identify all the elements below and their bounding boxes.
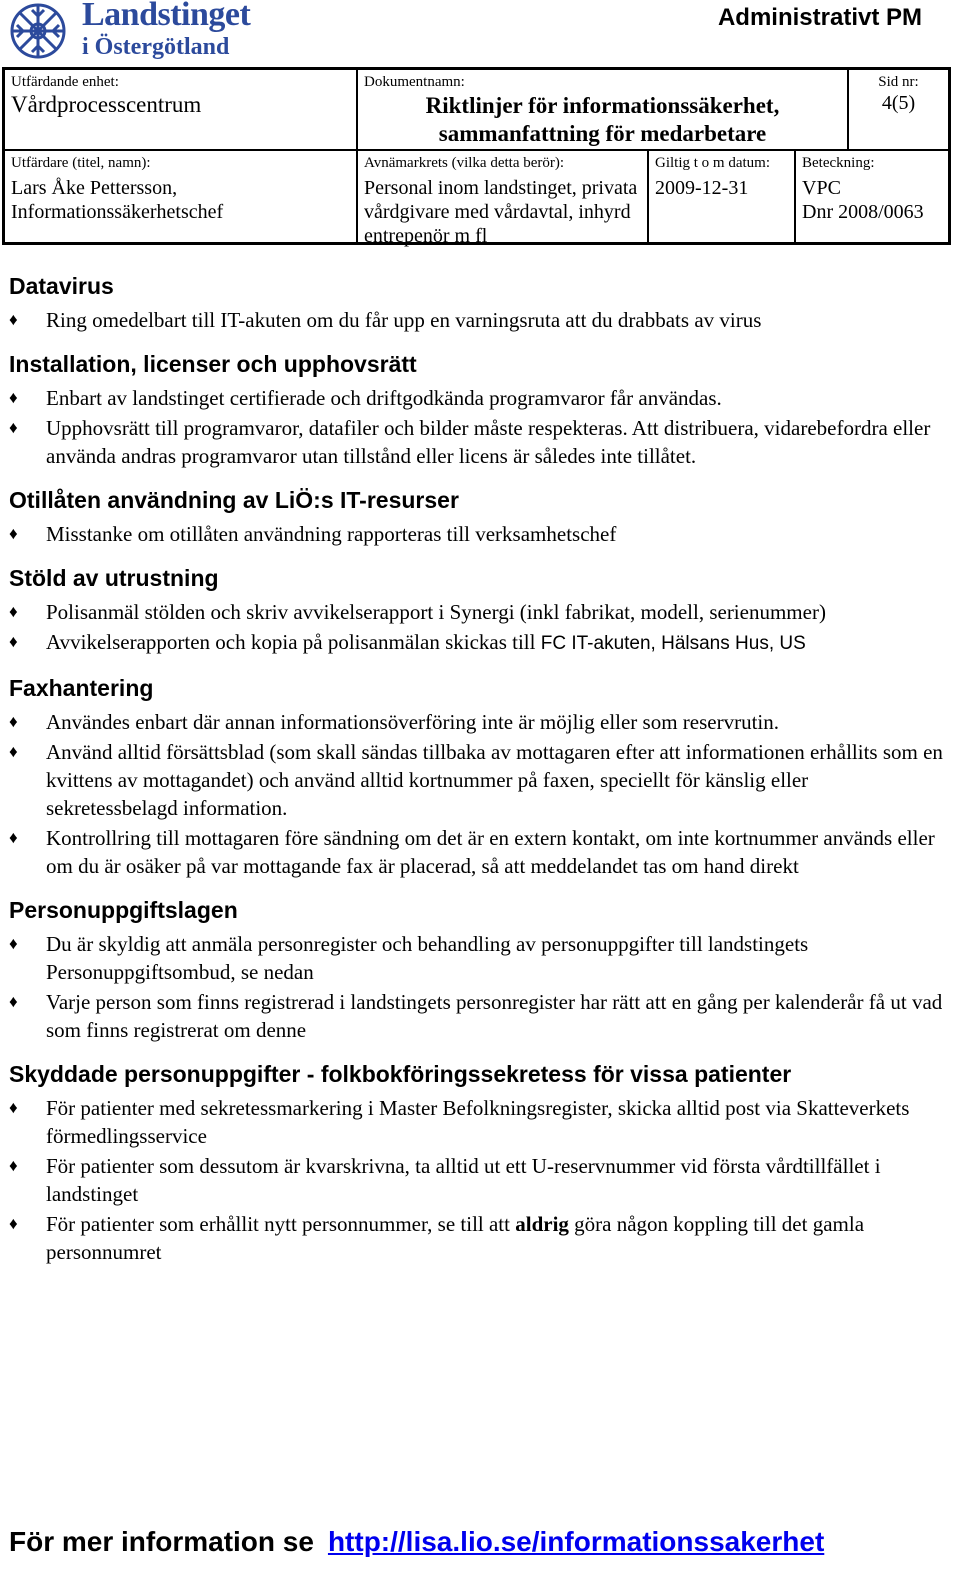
list-item: ♦ Ring omedelbart till IT-akuten om du får upp en varningsruta att du drabbats av virus: [9, 306, 944, 334]
list-item-text-after: göra någon koppling till det gamla personnumret: [46, 1212, 865, 1264]
list-item: ♦ Enbart av landstinget certifierade och driftgodkända programvaror får användas.: [9, 384, 944, 412]
bullet-list: [9, 1094, 944, 1266]
bullet-list: [9, 306, 944, 334]
list-item-text: Avvikelserapporten och kopia på polisanmälan skickas till: [46, 630, 541, 654]
designation-cell: [796, 151, 948, 228]
valid-until-label: Giltig t o m datum:: [655, 155, 770, 171]
footer: [9, 1526, 824, 1558]
list-item: ♦ Användes enbart där annan informationsöverföring inte är möjlig eller som reservrutin.: [9, 708, 944, 736]
audience-cell: [358, 151, 647, 252]
footer-text: För mer information se: [9, 1526, 314, 1557]
document-type: Administrativt PM: [717, 4, 922, 31]
list-item: [9, 1210, 944, 1266]
audience-line3: entrepenör m fl: [364, 225, 488, 247]
list-item: ♦ Använd alltid försättsblad (som skall sändas tillbaka av mottagaren efter att informationen erhållits som en kvittens av mottagandet) och använd alltid kortnummer på faxen, speciellt för känslig eller sekretessbelagd information.: [9, 738, 944, 822]
section-heading-unauthorized-use: Otillåten användning av LiÖ:s IT-resurser: [9, 487, 459, 513]
snowflake-emblem-icon: [8, 2, 68, 60]
bullet-list: [9, 598, 944, 658]
list-item: ♦ Varje person som finns registrerad i landstingets personregister har rätt att en gång per kalenderår få ut vad som finns registrerat om denne: [9, 988, 944, 1044]
section-heading-installation: Installation, licenser och upphovsrätt: [9, 351, 417, 377]
list-item-address: FC IT-akuten, Hälsans Hus, US: [540, 633, 806, 654]
designation-line2: Dnr 2008/0063: [802, 201, 924, 223]
landstinget-logo: [8, 0, 258, 64]
section-heading-protected-data: Skyddade personuppgifter - folkbokföringssekretess för vissa patienter: [9, 1061, 792, 1087]
audience-line2: vårdgivare med vårdavtal, inhyrd: [364, 201, 631, 223]
bullet-list: [9, 520, 944, 548]
issuing-unit-value: Vårdprocesscentrum: [11, 92, 202, 117]
list-item: ♦ Misstanke om otillåten användning rapporteras till verksamhetschef: [9, 520, 944, 548]
issuer-line1: Lars Åke Pettersson,: [11, 177, 178, 199]
document-name-cell: [358, 70, 847, 149]
designation-line1: VPC: [802, 177, 841, 199]
document-name-line2: sammanfattning för medarbetare: [438, 121, 767, 146]
list-item: ♦ För patienter med sekretessmarkering i Master Befolkningsregister, skicka alltid post via Skatteverkets förmedlingsservice: [9, 1094, 944, 1150]
list-item: ♦ För patienter som dessutom är kvarskrivna, ta alltid ut ett U-reservnummer vid första vårdtillfället i landstinget: [9, 1152, 944, 1208]
page-number-cell: [849, 70, 948, 149]
issuer-line2: Informationssäkerhetschef: [11, 201, 224, 223]
section-heading-datavirus: Datavirus: [9, 273, 114, 299]
document-name-line1: Riktlinjer för informationssäkerhet,: [425, 93, 780, 118]
issuing-unit-label: Utfärdande enhet:: [11, 74, 119, 90]
valid-until-value: 2009-12-31: [655, 177, 749, 199]
audience-label: Avnämarkrets (vilka detta berör):: [364, 155, 565, 171]
list-item-emphasis: aldrig: [515, 1212, 569, 1236]
designation-label: Beteckning:: [802, 155, 875, 171]
audience-line1: Personal inom landstinget, privata: [364, 177, 638, 199]
valid-until-cell: [649, 151, 794, 204]
list-item: ♦ Kontrollring till mottagaren före sändning om det är en extern kontakt, om inte kortnummer används eller om du är osäker på var mottagande fax är placerad, så att meddelandet tas om hand direkt: [9, 824, 944, 880]
document-name-label: Dokumentnamn:: [364, 74, 465, 90]
list-item: ♦ Upphovsrätt till programvaror, datafiler och bilder måste respekteras. Att distribuera, vidarebefordra eller använda andras programvaror utan tillstånd eller licens är således inte tillåtet.: [9, 414, 944, 470]
list-item: [9, 628, 944, 658]
issuer-cell: [5, 151, 356, 228]
bullet-list: [9, 384, 944, 470]
section-heading-personal-data-act: Personuppgiftslagen: [9, 897, 238, 923]
list-item: ♦ Polisanmäl stölden och skriv avvikelserapport i Synergi (inkl fabrikat, modell, serienummer): [9, 598, 944, 626]
page-number-value: 4(5): [881, 92, 916, 114]
list-item-text-before: För patienter som erhållit nytt personnummer, se till att: [46, 1212, 516, 1236]
info-link[interactable]: http://lisa.lio.se/informationssakerhet: [327, 1526, 825, 1557]
issuing-unit-cell: [5, 70, 356, 149]
section-heading-theft: Stöld av utrustning: [9, 565, 219, 591]
page-number-label: Sid nr:: [878, 74, 919, 90]
list-item: ♦ Du är skyldig att anmäla personregister och behandling av personuppgifter till landstingets Personuppgiftsombud, se nedan: [9, 930, 944, 986]
bullet-list: [9, 930, 944, 1044]
logo-text-line2: i Östergötland: [82, 34, 230, 60]
logo-text-line1: Landstinget: [82, 0, 251, 33]
issuer-label: Utfärdare (titel, namn):: [11, 155, 151, 171]
document-body: [9, 272, 944, 1282]
bullet-list: [9, 708, 944, 880]
section-heading-fax: Faxhantering: [9, 675, 154, 701]
document-header-table: [2, 67, 951, 245]
